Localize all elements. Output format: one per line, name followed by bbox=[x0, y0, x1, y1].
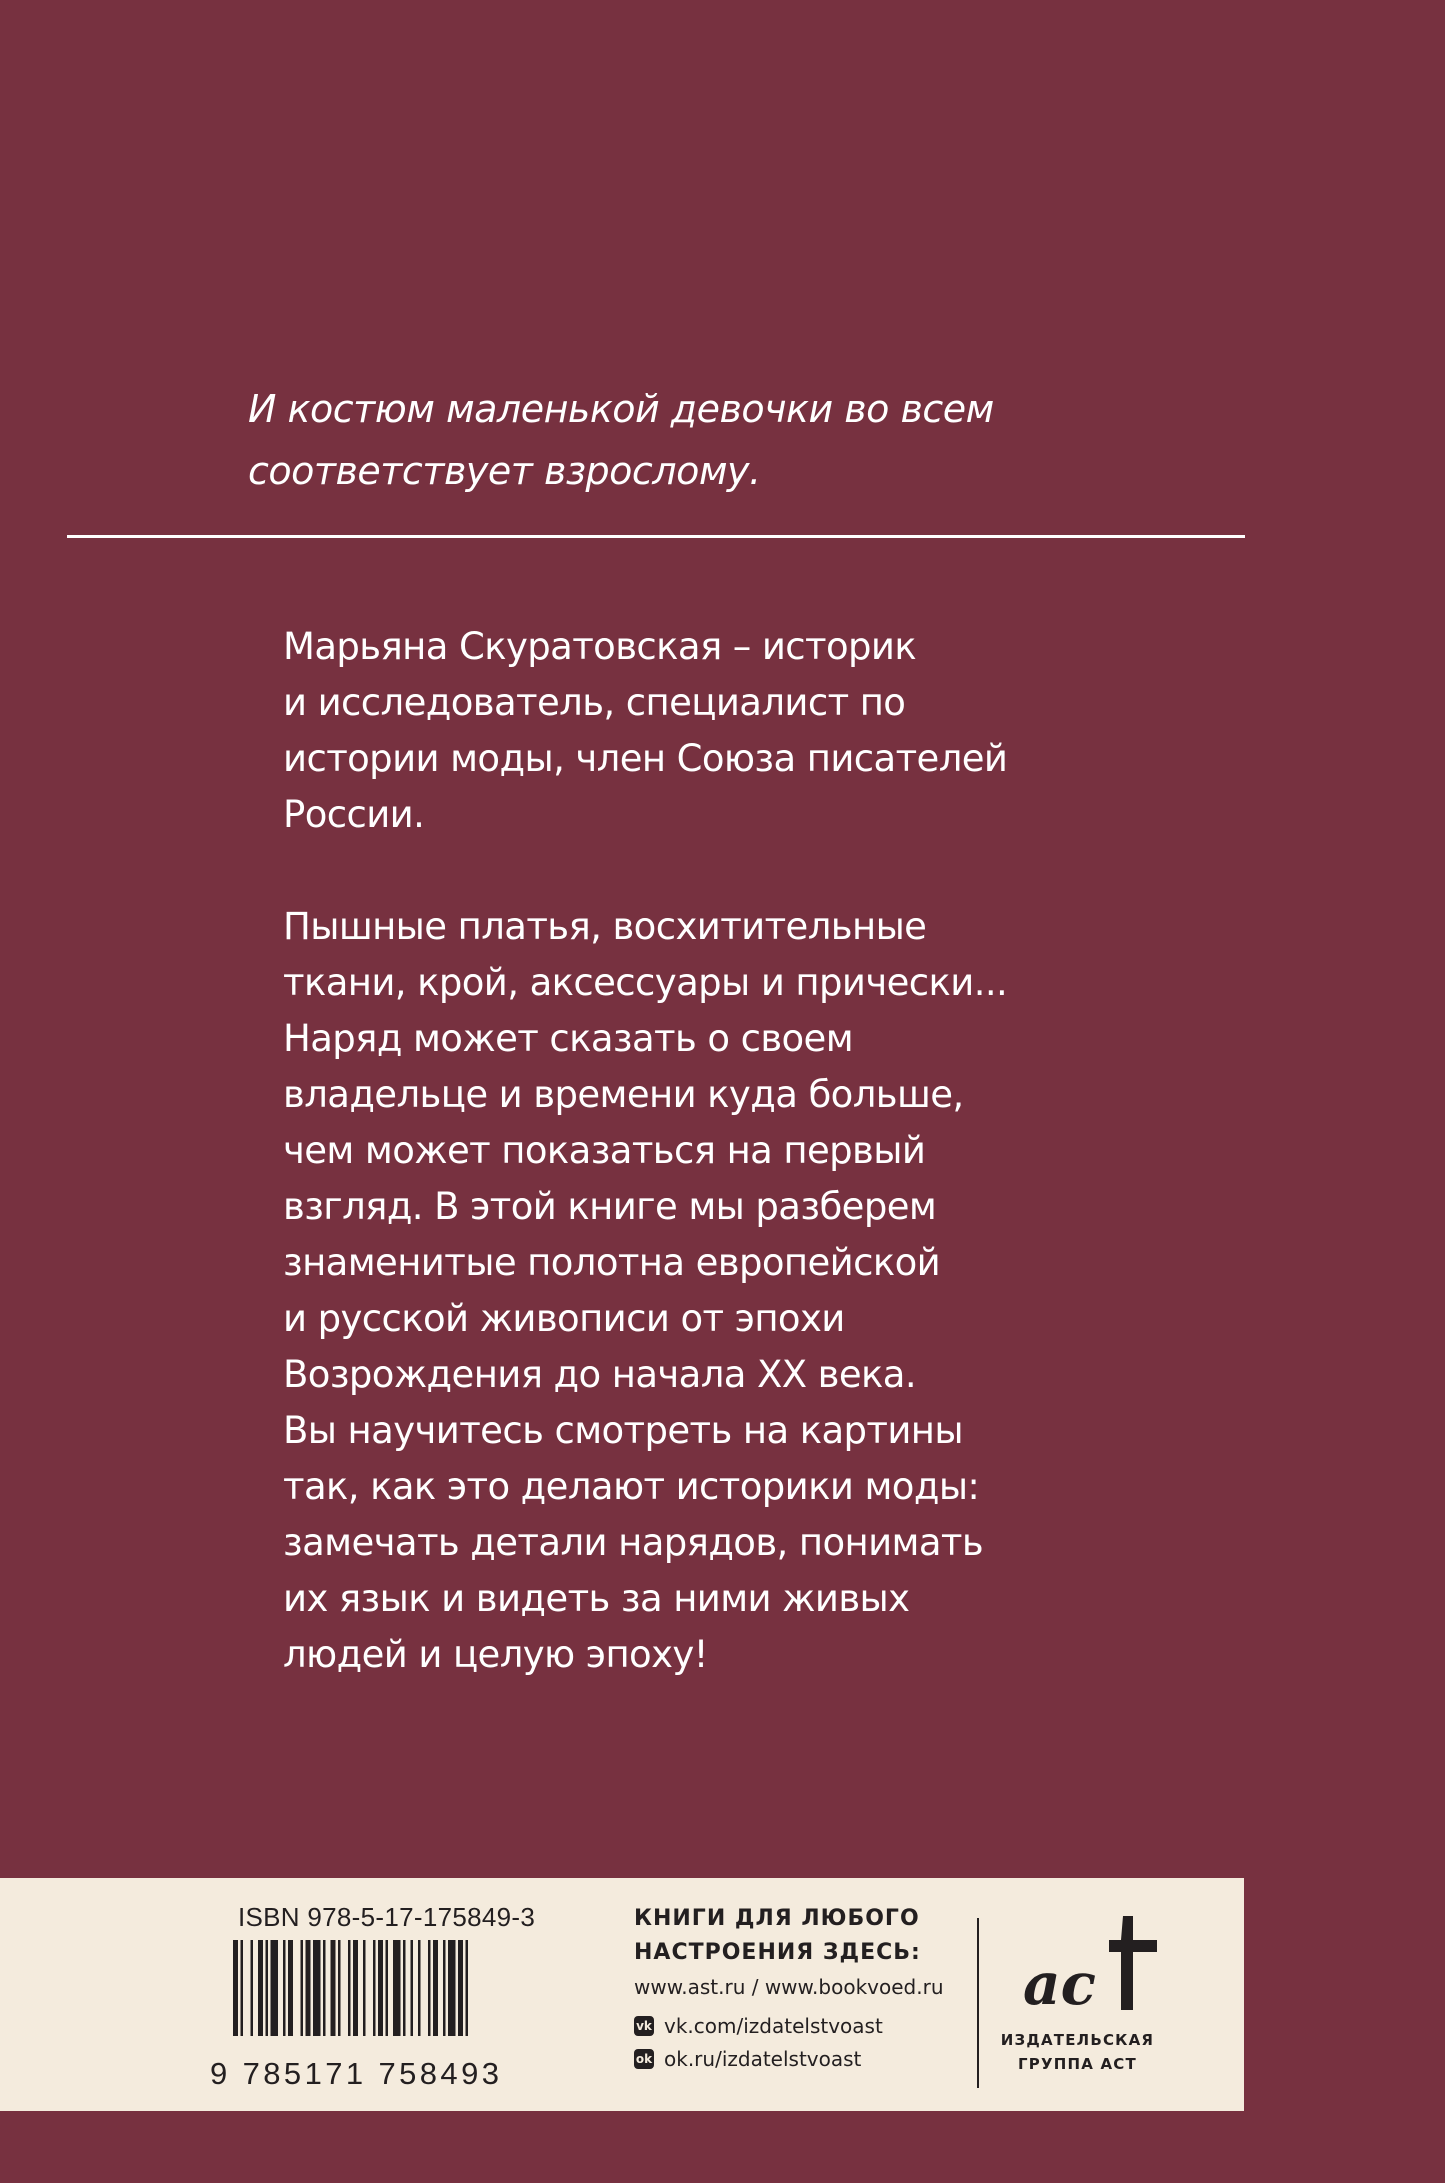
description-line: так, как это делают историки моды: bbox=[283, 1465, 980, 1508]
book-description bbox=[283, 899, 1183, 1683]
publisher-caption-line: ГРУППА АСТ bbox=[1018, 2055, 1137, 2073]
description-line: взгляд. В этой книге мы разберем bbox=[283, 1185, 937, 1228]
divider-line bbox=[67, 535, 1245, 538]
description-line: и русской живописи от эпохи bbox=[283, 1297, 845, 1340]
quote-line: И костюм маленькой девочки во всем bbox=[248, 387, 994, 431]
description-line: чем может показаться на первый bbox=[283, 1129, 926, 1172]
quote-line: соответствует взрослому. bbox=[248, 449, 761, 493]
promo-heading-line: КНИГИ ДЛЯ ЛЮБОГО bbox=[634, 1906, 920, 1931]
isbn-number: ISBN 978-5-17-175849-3 bbox=[238, 1902, 536, 1932]
description-line: Наряд может сказать о своем bbox=[283, 1017, 854, 1060]
description-line: владельце и времени куда больше, bbox=[283, 1073, 964, 1116]
ok-link[interactable] bbox=[634, 2047, 861, 2071]
cover-quote bbox=[248, 378, 1148, 502]
author-bio bbox=[283, 619, 1183, 843]
ok-icon: ok bbox=[634, 2049, 654, 2069]
promo-heading bbox=[634, 1902, 921, 1970]
bio-line: и исследователь, специалист по bbox=[283, 681, 906, 724]
description-line: Вы научитесь смотреть на картины bbox=[283, 1409, 964, 1452]
description-line: знаменитые полотна европейской bbox=[283, 1241, 941, 1284]
publisher-footer bbox=[0, 1878, 1244, 2111]
promo-heading-line: НАСТРОЕНИЯ ЗДЕСЬ: bbox=[634, 1940, 921, 1965]
vk-icon: vk bbox=[634, 2016, 654, 2036]
barcode-icon bbox=[233, 1940, 533, 2036]
ok-link-text: ok.ru/izdatelstvoast bbox=[664, 2047, 862, 2071]
description-line: людей и целую эпоху! bbox=[283, 1633, 708, 1676]
description-line: Пышные платья, восхитительные bbox=[283, 905, 927, 948]
description-line: ткани, крой, аксессуары и прически... bbox=[283, 961, 1008, 1004]
description-line: Возрождения до начала XX века. bbox=[283, 1353, 917, 1396]
barcode-digits: 9 785171 758493 bbox=[210, 2056, 503, 2091]
publisher-caption-line: ИЗДАТЕЛЬСКАЯ bbox=[1000, 2031, 1155, 2049]
ast-logo-icon bbox=[1015, 1906, 1175, 2036]
description-line: замечать детали нарядов, понимать bbox=[283, 1521, 984, 1564]
vk-link-text: vk.com/izdatelstvoast bbox=[664, 2014, 883, 2038]
description-line: их язык и видеть за ними живых bbox=[283, 1577, 910, 1620]
bio-line: Марьяна Скуратовская – историк bbox=[283, 625, 917, 668]
publisher-caption bbox=[975, 2028, 1180, 2076]
svg-text:ас: ас bbox=[1023, 1950, 1096, 2018]
vk-link[interactable] bbox=[634, 2014, 883, 2038]
website-links[interactable]: www.ast.ru / www.bookvoed.ru bbox=[634, 1975, 944, 1999]
bio-line: истории моды, член Союза писателей bbox=[283, 737, 1008, 780]
bio-line: России. bbox=[283, 793, 425, 836]
